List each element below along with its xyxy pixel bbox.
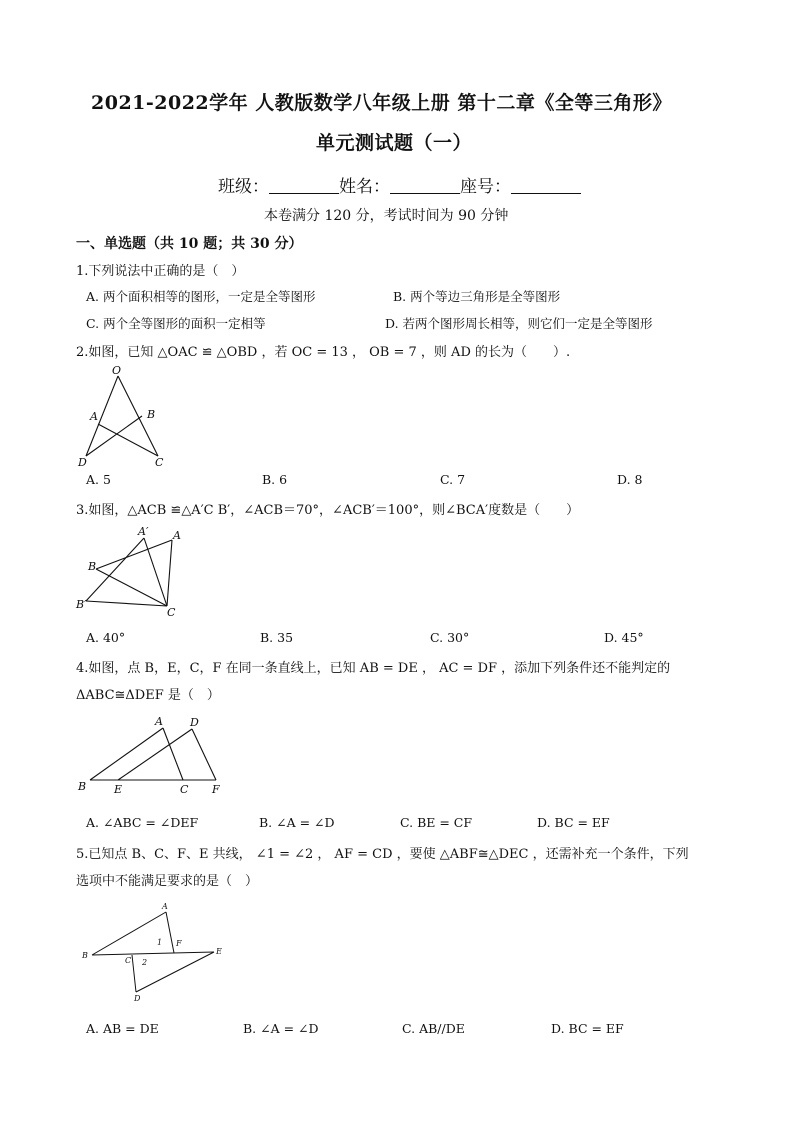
exam-note: 本卷满分 120 分，考试时间为 90 分钟 xyxy=(264,208,509,224)
title-line-2: 单元测试题（一） xyxy=(316,132,473,154)
q4-figure xyxy=(72,712,242,802)
q4-option-b: B. ∠A = ∠D xyxy=(259,815,335,830)
q2-option-d: D. 8 xyxy=(617,472,643,487)
q4-option-a: A. ∠ABC = ∠DEF xyxy=(86,815,199,830)
q5-label-2: 2 xyxy=(142,958,148,967)
q3-label-b-prime: B′ xyxy=(76,598,87,611)
q3-figure xyxy=(72,522,202,622)
seat-blank xyxy=(511,178,581,194)
q4-label-d: D xyxy=(190,716,199,729)
q5-stem-line-1: 5.已知点 B、C、F、E 共线， ∠1 = ∠2 ， AF = CD ，要使 △ABF≅△DEC ，还需补充一个条件，下列 xyxy=(76,847,689,862)
q5-label-c: C xyxy=(125,956,132,965)
student-info-row xyxy=(218,172,581,197)
q5-figure xyxy=(78,900,238,1010)
q3-option-b: B. 35 xyxy=(260,630,294,645)
q4-option-d: D. BC = EF xyxy=(537,815,610,830)
seat-label: 座号： xyxy=(460,177,511,197)
q4-label-e: E xyxy=(114,783,123,796)
q2-option-a: A. 5 xyxy=(86,472,111,487)
q4-stem-line-1: 4.如图，点 B，E，C，F 在同一条直线上，已知 AB = DE ， AC = DF ，添加下列条件还不能判定的 xyxy=(76,661,671,676)
q5-label-f: F xyxy=(176,939,182,948)
q4-label-b: B xyxy=(78,780,87,793)
q5-label-d: D xyxy=(134,994,141,1003)
q2-option-c: C. 7 xyxy=(440,472,466,487)
q3-option-a: A. 40° xyxy=(86,630,126,645)
q2-label-c: C xyxy=(155,456,164,469)
name-label: 姓名： xyxy=(339,177,390,197)
name-blank xyxy=(390,178,460,194)
q3-option-c: C. 30° xyxy=(430,630,470,645)
q3-label-a: A xyxy=(173,529,181,542)
q2-figure xyxy=(70,362,190,472)
q5-stem-line-2: 选项中不能满足要求的是（ ） xyxy=(76,874,259,889)
q1-stem: 1.下列说法中正确的是（ ） xyxy=(76,264,245,279)
q4-label-f: F xyxy=(212,783,220,796)
q5-option-c: C. AB//DE xyxy=(402,1021,465,1036)
q1-option-b: B. 两个等边三角形是全等图形 xyxy=(393,289,561,304)
q5-label-1: 1 xyxy=(157,938,163,947)
q2-label-b: B xyxy=(147,408,156,421)
q1-option-a: A. 两个面积相等的图形，一定是全等图形 xyxy=(86,289,316,304)
q3-label-b: B xyxy=(88,560,97,573)
q3-stem: 3.如图，△ACB ≌△A′C B′，∠ACB＝70°，∠ACB′＝100°，则∠BCA′度数是（ ） xyxy=(76,503,580,518)
q2-label-o: O xyxy=(112,364,122,377)
q3-label-c: C xyxy=(167,606,176,619)
q3-label-a-prime: A′ xyxy=(138,525,149,538)
q2-stem: 2.如图，已知 △OAC ≌ △OBD ，若 OC = 13 ， OB = 7 ，则 AD 的长为（ ）. xyxy=(76,345,571,360)
q5-label-e: E xyxy=(216,947,222,956)
q5-label-a: A xyxy=(162,902,168,911)
q5-option-b: B. ∠A = ∠D xyxy=(243,1021,319,1036)
q1-option-c: C. 两个全等图形的面积一定相等 xyxy=(86,316,266,331)
q2-label-a: A xyxy=(90,410,98,423)
title-line-1: 2021-2022学年 人教版数学八年级上册 第十二章《全等三角形》 xyxy=(91,92,672,114)
q4-stem-line-2: ΔABC≅ΔDEF 是（ ） xyxy=(76,688,220,703)
q4-label-c: C xyxy=(180,783,189,796)
q3-option-d: D. 45° xyxy=(604,630,644,645)
q2-label-d: D xyxy=(78,456,87,469)
class-label: 班级： xyxy=(218,177,269,197)
q4-option-c: C. BE = CF xyxy=(400,815,473,830)
class-blank xyxy=(269,178,339,194)
q1-option-d: D. 若两个图形周长相等，则它们一定是全等图形 xyxy=(385,316,653,331)
section-title: 一、单选题（共 10 题；共 30 分） xyxy=(76,236,303,252)
q5-label-b: B xyxy=(82,951,88,960)
q5-option-a: A. AB = DE xyxy=(86,1021,159,1036)
q4-label-a: A xyxy=(155,715,163,728)
q2-option-b: B. 6 xyxy=(262,472,288,487)
q5-option-d: D. BC = EF xyxy=(551,1021,624,1036)
